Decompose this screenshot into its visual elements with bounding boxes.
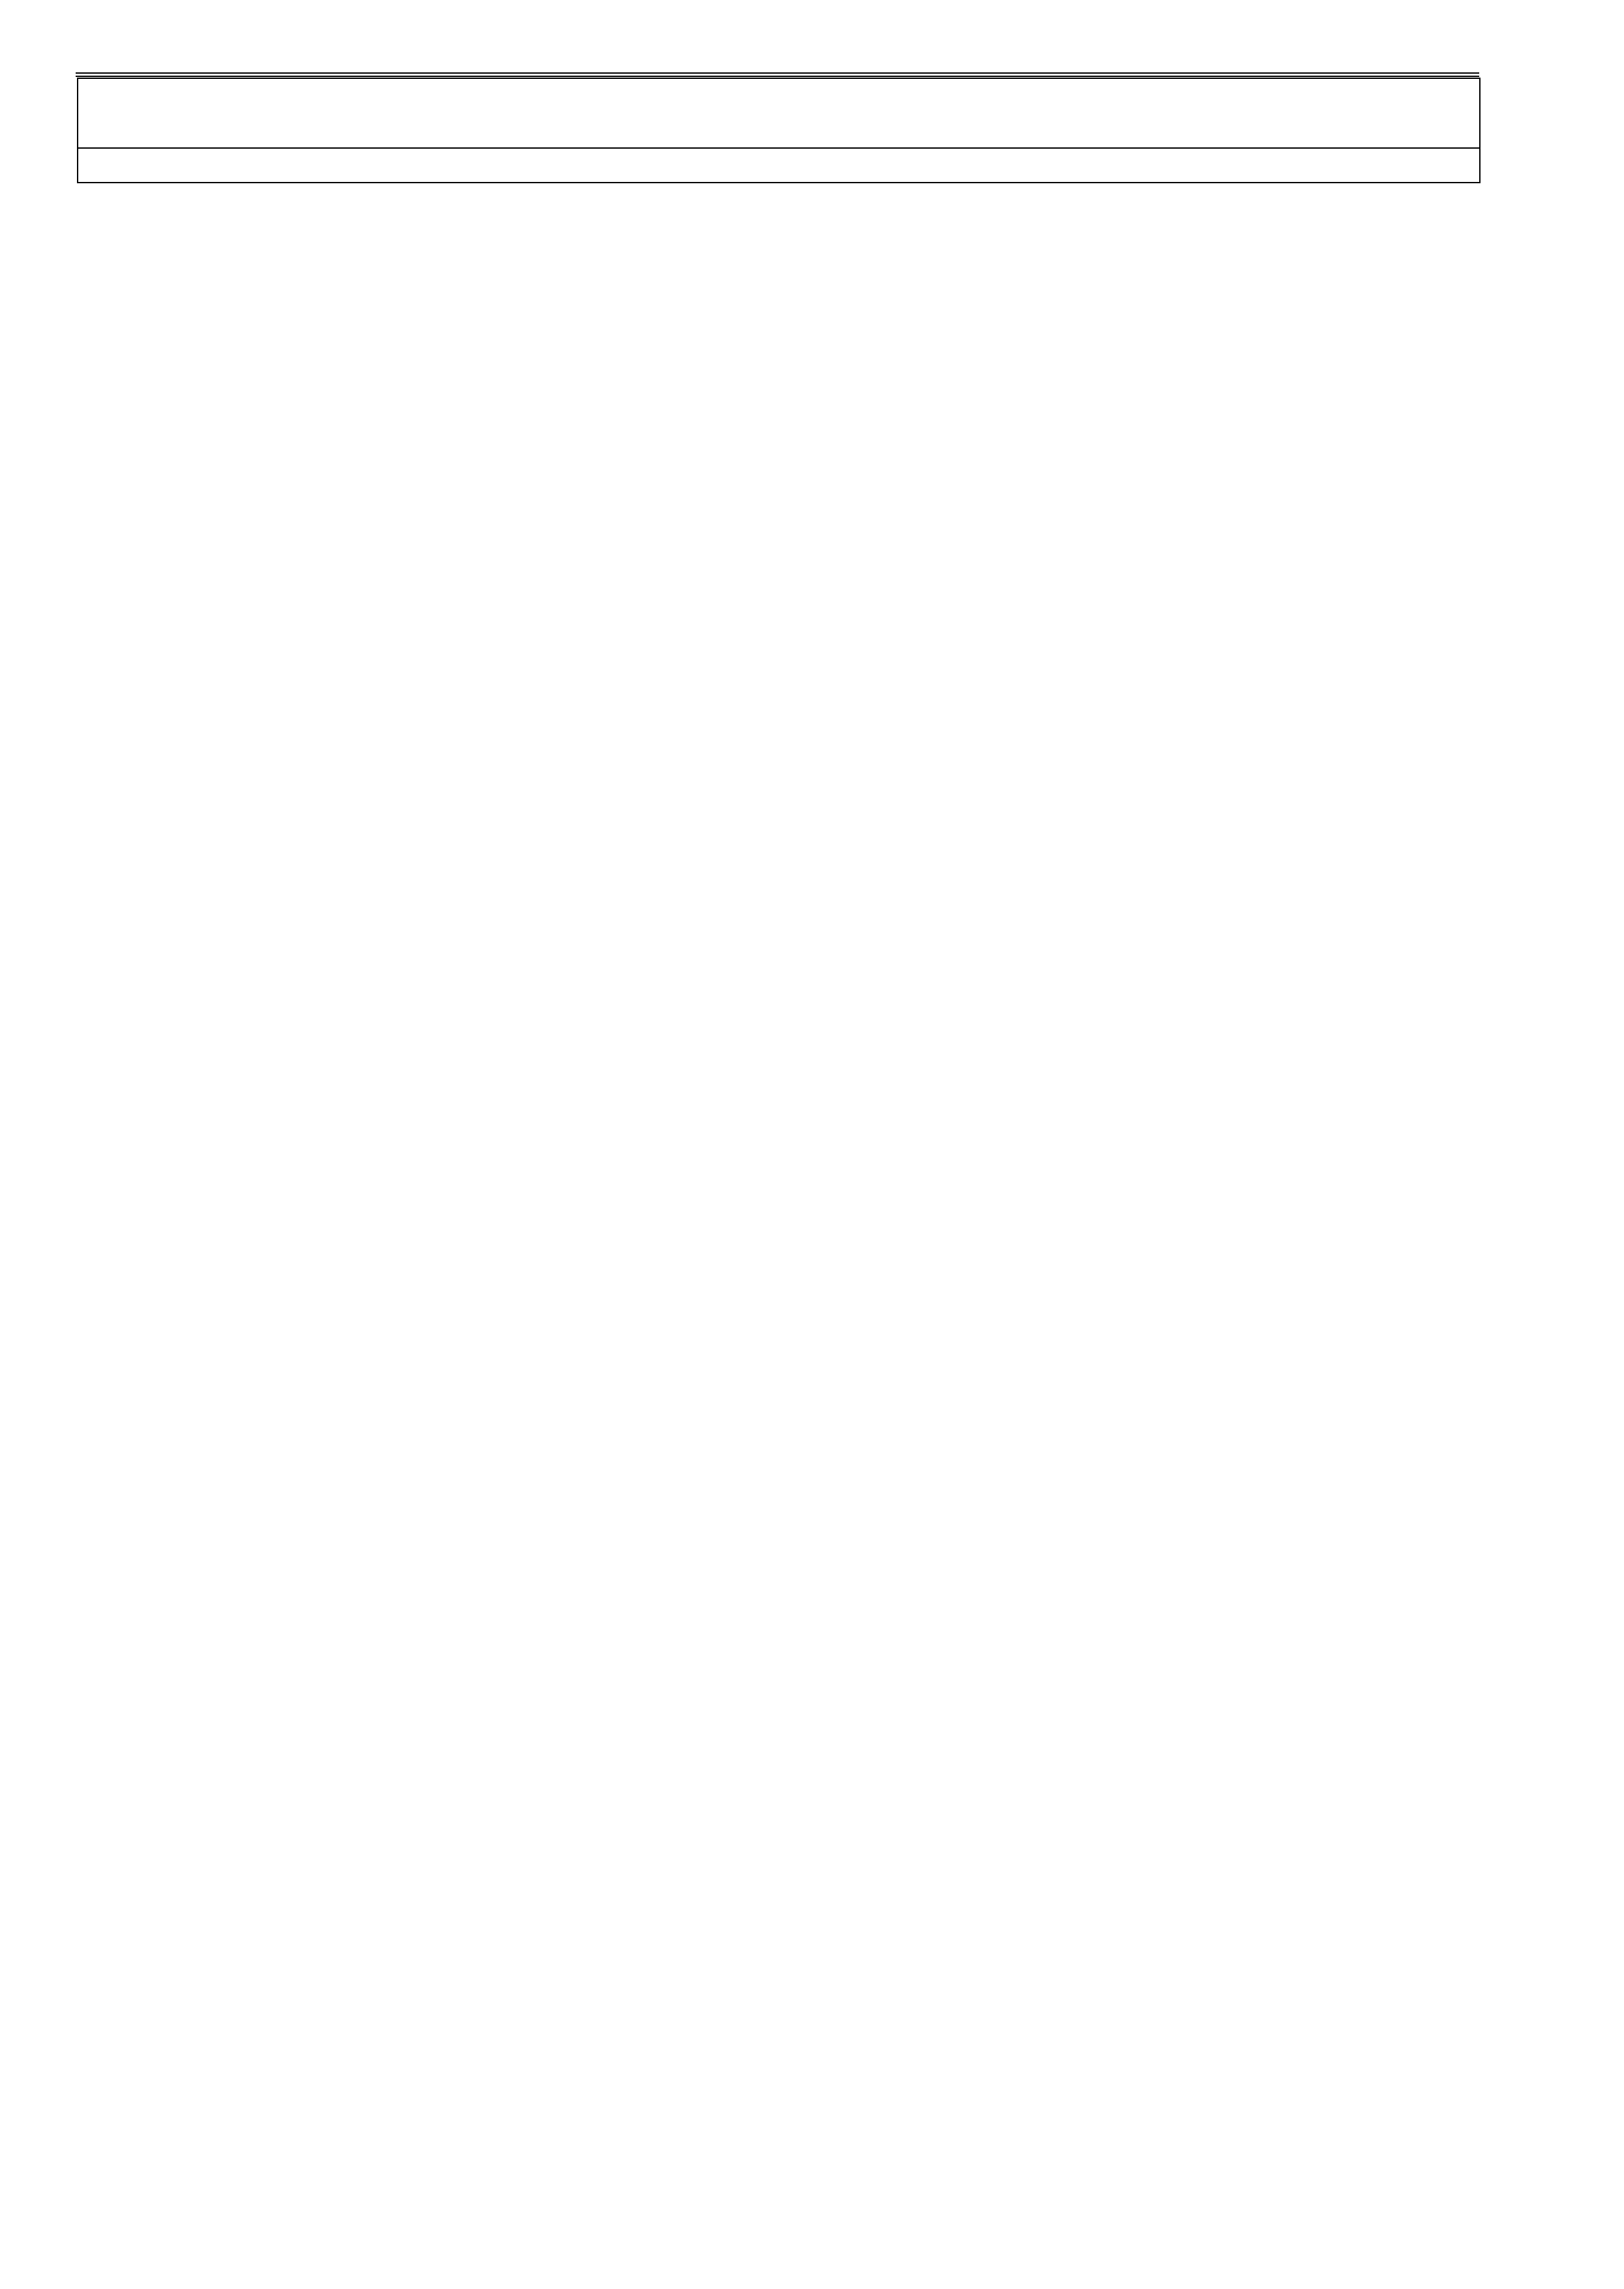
measurer-row	[78, 114, 1480, 148]
subtitle-cell	[78, 148, 1480, 183]
header-rule	[76, 72, 1479, 74]
header-rule-lower	[76, 76, 1479, 77]
measurer-cell	[78, 114, 1480, 148]
price-table	[77, 78, 1481, 183]
section-subtitle	[78, 153, 254, 177]
table-section-header	[78, 78, 1480, 183]
section-title-cell	[78, 78, 1480, 114]
subtitle-row	[78, 148, 1480, 183]
section-title-row	[78, 78, 1480, 114]
